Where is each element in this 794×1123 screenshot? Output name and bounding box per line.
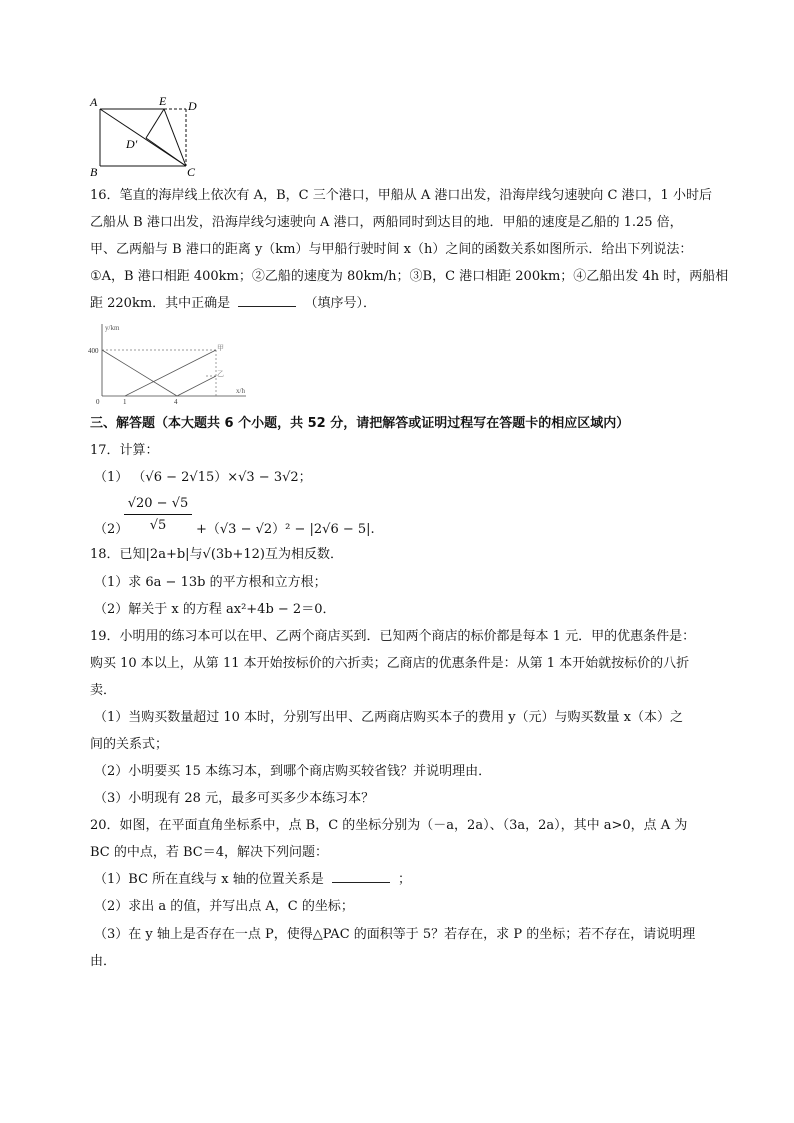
q16-line-5-text: 距 220km．其中正确是 <box>90 296 231 311</box>
q17-p2-label: （2） <box>94 522 129 537</box>
q19-part-1-line-1: （1）当购买数量超过 10 本时，分别写出甲、乙两商店购买本子的费用 y（元）与购买数量 x（本）之 <box>94 710 684 725</box>
series-label-yi: 乙 <box>217 370 224 378</box>
q20-part-1 <box>94 870 411 890</box>
q16-line-4: ①A，B 港口相距 400km；②乙船的速度为 80km/h；③B，C 港口相距 200km；④乙船出发 4h 时，两船相 <box>90 269 729 284</box>
series-yi <box>125 350 216 396</box>
q20-part-3-line-1: （3）在 y 轴上是否存在一点 P，使得△PAC 的面积等于 5？若存在，求 P 的坐标；若不存在，请说明理 <box>94 927 696 942</box>
q19-part-3: （3）小明现有 28 元，最多可买多少本练习本？ <box>94 791 375 806</box>
x-tick-4: 4 <box>174 398 178 406</box>
label-dprime: D′ <box>126 137 138 151</box>
q20-answer-blank <box>332 870 390 883</box>
x-tick-0: 0 <box>96 398 100 406</box>
fold-dprime-c <box>146 138 186 166</box>
q17-p2-rest: +（√3 − √2）² − |2√6 − 5|. <box>196 522 375 537</box>
label-c: C <box>187 165 196 179</box>
series-label-jia: 甲 <box>217 344 224 352</box>
x-tick-1: 1 <box>123 398 127 406</box>
rectangle-fold-figure <box>88 92 208 182</box>
fold-ec <box>164 109 186 166</box>
q20-p1-end: ； <box>398 872 412 887</box>
fold-ed-prime <box>146 109 164 138</box>
label-a: A <box>90 95 98 109</box>
q19-part-2: （2）小明要买 15 本练习本，到哪个商店购买较省钱？并说明理由． <box>94 764 492 779</box>
q20-part-2: （2）求出 a 的值，并写出点 A，C 的坐标； <box>94 899 354 914</box>
q16-line-5 <box>90 294 376 314</box>
label-e: E <box>159 94 167 108</box>
section-3-title: 三、解答题（本大题共 6 个小题，共 52 分，请把解答或证明过程写在答题卡的相应区域内） <box>90 416 630 431</box>
q17-part-2 <box>94 494 594 542</box>
q17-p2-numerator: √20 − √5 <box>124 494 192 515</box>
q18-title: 18．已知|2a+b|与√(3b+12)互为相反数． <box>90 547 343 562</box>
q19-line-3: 卖． <box>90 683 117 698</box>
q19-part-1-line-2: 间的关系式； <box>90 737 169 752</box>
y-tick-400: 400 <box>88 347 99 355</box>
q16-line-1: 16．笔直的海岸线上依次有 A，B，C 三个港口，甲船从 A 港口出发，沿海岸线匀速驶向 C 港口，1 小时后 <box>90 188 712 203</box>
label-d: D <box>188 99 197 113</box>
q17-part-1 <box>94 468 312 488</box>
y-axis-label: y/km <box>105 324 120 332</box>
q16-function-graph <box>86 318 256 406</box>
q17-p1-label: （1） <box>94 470 129 485</box>
q20-line-1: 20．如图，在平面直角坐标系中，点 B，C 的坐标分别为（－a，2a）、（3a，2a），其中 a>0，点 A 为 <box>90 818 688 833</box>
label-b: B <box>90 165 98 179</box>
q17-title: 17．计算： <box>90 443 159 458</box>
q18-part-1: （1）求 6a − 13b 的平方根和立方根； <box>94 575 327 590</box>
series-jia-up <box>177 376 216 396</box>
q17-p2-denominator: √5 <box>149 518 167 533</box>
q20-part-3-line-2: 由． <box>90 954 117 969</box>
q20-p1-text: （1）BC 所在直线与 x 轴的位置关系是 <box>94 872 324 887</box>
q18-part-2: （2）解关于 x 的方程 ax²+4b − 2＝0． <box>94 602 336 617</box>
q17-p1-expr: （√6 − 2√15）×√3 − 3√2； <box>132 470 312 485</box>
q19-line-1: 19．小明用的练习本可以在甲、乙两个商店买到．已知两个商店的标价都是每本 1 元．甲的优惠条件是： <box>90 629 696 644</box>
x-axis-label: x/h <box>236 387 245 395</box>
q19-line-2: 购买 10 本以上，从第 11 本开始按标价的六折卖；乙商店的优惠条件是：从第 1 本开始就按标价的八折 <box>90 656 690 671</box>
q16-line-2: 乙船从 B 港口出发，沿海岸线匀速驶向 A 港口，两船同时到达目的地．甲船的速度是乙船的 1.25 倍， <box>90 215 683 230</box>
q20-line-2: BC 的中点，若 BC＝4，解决下列问题： <box>90 845 329 860</box>
q17-p2-fraction <box>124 494 192 537</box>
q16-line-5-end: （填序号）． <box>304 296 376 311</box>
q16-line-3: 甲、乙两船与 B 港口的距离 y（km）与甲船行驶时间 x（h）之间的函数关系如图所示．给出下列说法： <box>90 242 693 257</box>
q16-answer-blank <box>238 294 296 307</box>
